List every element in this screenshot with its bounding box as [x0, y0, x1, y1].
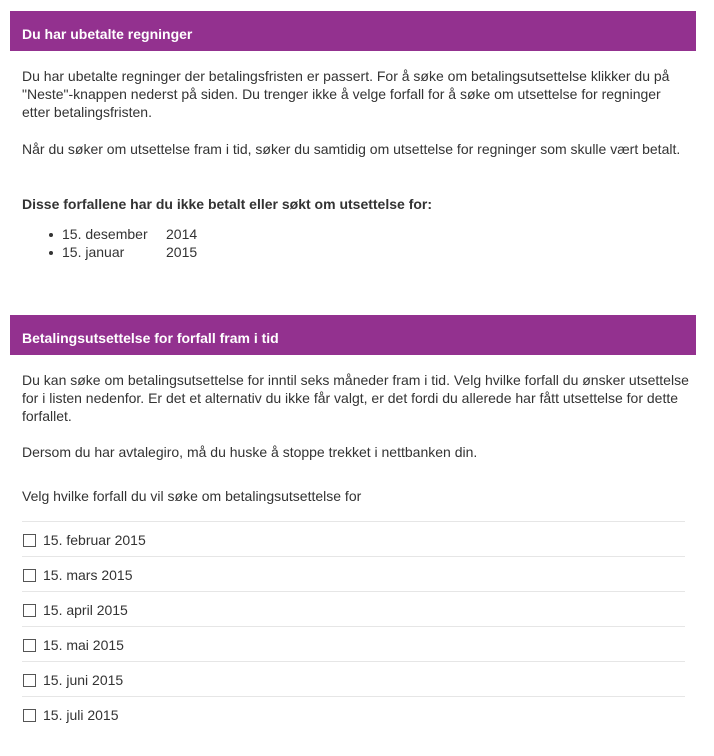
option-label[interactable]: 15. mai 2015 [43, 637, 124, 653]
unpaid-info-paragraph: Du har ubetalte regninger der betalingsfristen er passert. For å søke om betalingsutsettelse klikker du på "Neste"-knappen nederst på siden. Du trenger ikke å velge forfall for å søke om utsettelse for regninger etter betalingsfristen. [22, 68, 670, 120]
unpaid-due-list [22, 225, 322, 261]
bullet-icon [49, 233, 53, 237]
checkbox[interactable] [23, 709, 36, 722]
due-year: 2014 [166, 226, 198, 242]
checkbox[interactable] [23, 534, 36, 547]
option-row[interactable] [22, 696, 685, 731]
due-year: 2015 [166, 244, 198, 260]
due-date: 15. desember [62, 226, 148, 242]
option-row[interactable] [22, 661, 685, 696]
checkbox[interactable] [23, 639, 36, 652]
option-row[interactable] [22, 556, 685, 591]
section-header-unpaid-bills [10, 11, 696, 51]
due-date: 15. januar [62, 244, 125, 260]
checkbox[interactable] [23, 569, 36, 582]
section-header-future-deferral [10, 315, 696, 355]
option-label[interactable]: 15. april 2015 [43, 602, 128, 618]
due-date-options [22, 521, 685, 731]
bullet-icon [49, 251, 53, 255]
section-title: Betalingsutsettelse for forfall fram i tid [22, 330, 279, 346]
list-item [22, 225, 322, 243]
future-deferral-paragraph: Du kan søke om betalingsutsettelse for inntil seks måneder fram i tid. Velg hvilke forfall du ønsker utsettelse for i listen nedenfor. Er det et alternativ du ikke får valgt, er det fordi du allerede har fått utsettelse for dette forfallet. [22, 372, 689, 424]
option-row[interactable] [22, 626, 685, 661]
option-label[interactable]: 15. februar 2015 [43, 532, 146, 548]
option-row[interactable] [22, 591, 685, 626]
autogiro-reminder-paragraph: Dersom du har avtalegiro, må du huske å stoppe trekket i nettbanken din. [22, 444, 478, 460]
option-label[interactable]: 15. juli 2015 [43, 707, 119, 723]
option-label[interactable]: 15. mars 2015 [43, 567, 133, 583]
list-item [22, 243, 322, 261]
option-label[interactable]: 15. juni 2015 [43, 672, 124, 688]
deferral-info-paragraph: Når du søker om utsettelse fram i tid, søker du samtidig om utsettelse for regninger som skulle vært betalt. [22, 141, 681, 157]
section-title: Du har ubetalte regninger [22, 26, 193, 42]
checkbox[interactable] [23, 604, 36, 617]
option-row[interactable] [22, 521, 685, 556]
checkbox[interactable] [23, 674, 36, 687]
unpaid-list-heading: Disse forfallene har du ikke betalt eller søkt om utsettelse for: [22, 196, 433, 212]
choose-due-dates-label: Velg hvilke forfall du vil søke om betalingsutsettelse for [22, 488, 362, 504]
